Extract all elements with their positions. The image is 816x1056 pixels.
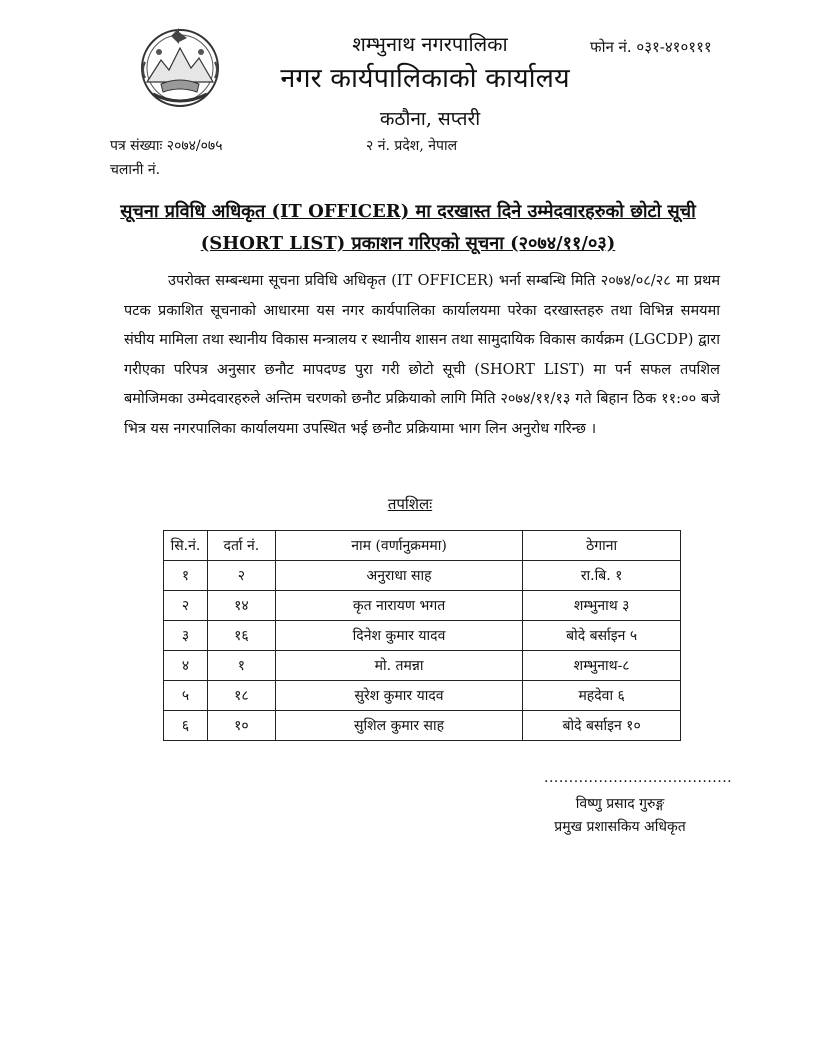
cell-name: मो. तमन्ना	[275, 651, 522, 681]
cell-name: सुरेश कुमार यादव	[275, 681, 522, 711]
cell-serial: १	[164, 561, 208, 591]
cell-address: बोदे बर्साइन ५	[523, 621, 681, 651]
cell-name: कृत नारायण भगत	[275, 591, 522, 621]
cell-reg-no: २	[207, 561, 275, 591]
cell-address: शम्भुनाथ-८	[523, 651, 681, 681]
cell-name: सुशिल कुमार साह	[275, 711, 522, 741]
phone-number: फोन नं. ०३१-४१०१११	[590, 38, 712, 56]
nepal-emblem-icon	[135, 22, 225, 110]
cell-reg-no: १६	[207, 621, 275, 651]
province-line: २ नं. प्रदेश, नेपाल	[366, 138, 458, 154]
reference-number: पत्र संख्याः २०७४/०७५	[110, 138, 223, 154]
signatory-name: विष्णु प्रसाद गुरुङ्ग	[575, 796, 665, 812]
cell-reg-no: १८	[207, 681, 275, 711]
cell-address: रा.बि. १	[523, 561, 681, 591]
cell-address: बोदे बर्साइन १०	[523, 711, 681, 741]
cell-reg-no: १	[207, 651, 275, 681]
notice-title	[100, 196, 716, 260]
office-address: कठौना, सप्तरी	[379, 108, 481, 130]
cell-serial: ३	[164, 621, 208, 651]
office-name: नगर कार्यपालिकाको कार्यालय	[280, 63, 570, 94]
table-row	[164, 651, 681, 681]
notice-title-line-2: (SHORT LIST) प्रकाशन गरिएको सूचना (२०७४/११/०३)	[200, 233, 616, 254]
cell-name: दिनेश कुमार यादव	[275, 621, 522, 651]
cell-address: शम्भुनाथ ३	[523, 591, 681, 621]
shortlist-table	[163, 530, 681, 741]
cell-address: महदेवा ६	[523, 681, 681, 711]
dispatch-number: चलानी नं.	[110, 162, 161, 178]
column-header-address: ठेगाना	[523, 531, 681, 561]
table-row	[164, 591, 681, 621]
signature-line: ......................................	[544, 770, 733, 786]
column-header-reg-no: दर्ता नं.	[207, 531, 275, 561]
cell-serial: २	[164, 591, 208, 621]
column-header-serial: सि.नं.	[164, 531, 208, 561]
table-row	[164, 711, 681, 741]
cell-serial: ४	[164, 651, 208, 681]
notice-body: उपरोक्त सम्बन्धमा सूचना प्रविधि अधिकृत (IT OFFICER) भर्ना सम्बन्धि मिति २०७४/०८/२८ मा प्रथम पटक प्रकाशित सूचनाको आधारमा यस नगर कार्यपालिका कार्यालयमा परेका दरखास्तहरु तथा विभिन्न समयमा संघीय मामिला तथा स्थानीय विकास मन्त्रालय र स्थानीय शासन तथा सामुदायिक विकास कार्यक्रम (LGCDP) द्वारा गरीएका परिपत्र अनुसार छनौट मापदण्ड पुरा गरी छोटो सूची (SHORT LIST) मा पर्न सफल तपशिल बमोजिमका उम्मेदवारहरुले अन्तिम चरणको छनौट प्रक्रियाको लागि मिति २०७४/११/१३ गते बिहान ठिक ११:०० बजे भित्र यस नगरपालिका कार्यालयमा उपस्थित भई छनौट प्रक्रियामा भाग लिन अनुरोध गरिन्छ ।	[124, 273, 720, 437]
cell-name: अनुराधा साह	[275, 561, 522, 591]
signatory-title: प्रमुख प्रशासकिय अधिकृत	[554, 819, 686, 835]
municipality-name: शम्भुनाथ नगरपालिका	[352, 32, 508, 56]
cell-reg-no: १०	[207, 711, 275, 741]
cell-serial: ५	[164, 681, 208, 711]
table-header-row	[164, 531, 681, 561]
column-header-name: नाम (वर्णानुक्रममा)	[275, 531, 522, 561]
table-row	[164, 621, 681, 651]
notice-title-line-1: सूचना प्रविधि अधिकृत (IT OFFICER) मा दरखास्त दिने उम्मेदवारहरुको छोटो सूची	[120, 201, 696, 222]
table-row	[164, 681, 681, 711]
schedule-title: तपशिलः	[387, 495, 433, 513]
cell-reg-no: १४	[207, 591, 275, 621]
cell-serial: ६	[164, 711, 208, 741]
table-row	[164, 561, 681, 591]
